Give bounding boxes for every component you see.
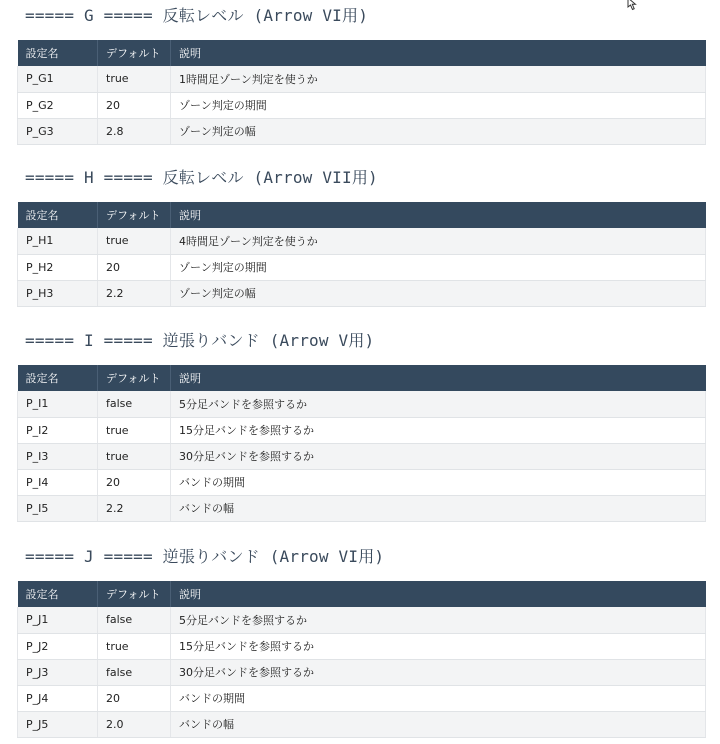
section-heading: ===== I ===== 逆張りバンド (Arrow V用) [25,331,375,350]
default-value-cell: 20 [98,92,171,118]
setting-name-cell: P_G3 [18,118,98,144]
table-row [18,685,706,711]
default-value-cell: false [98,607,171,633]
table-row [18,633,706,659]
settings-table [17,365,706,522]
table-row [18,417,706,443]
column-header-default: デフォルト [98,40,171,66]
setting-name-cell: P_J2 [18,633,98,659]
column-header-default: デフォルト [98,365,171,391]
default-value-cell: 2.2 [98,495,171,521]
default-value-cell: true [98,443,171,469]
description-cell: バンドの期間 [171,685,706,711]
default-value-cell: true [98,66,171,92]
table-row [18,254,706,280]
description-cell: 5分足バンドを参照するか [171,391,706,417]
settings-table [17,202,706,307]
default-value-cell: true [98,633,171,659]
table-row [18,469,706,495]
table-row [18,443,706,469]
description-cell: バンドの期間 [171,469,706,495]
section-i [17,329,705,522]
default-value-cell: true [98,417,171,443]
default-value-cell: 20 [98,469,171,495]
table-row [18,280,706,306]
description-cell: 15分足バンドを参照するか [171,417,706,443]
column-header-description: 説明 [179,209,201,222]
description-cell: 30分足バンドを参照するか [171,659,706,685]
column-header-description: 説明 [179,47,201,60]
description-cell: 1時間足ゾーン判定を使うか [171,66,706,92]
settings-table [17,40,706,145]
table-header-row [18,581,706,607]
table-row [18,391,706,417]
section-j [17,545,705,738]
setting-name-cell: P_G2 [18,92,98,118]
setting-name-cell: P_J4 [18,685,98,711]
description-cell: 5分足バンドを参照するか [171,607,706,633]
table-header-row [18,365,706,391]
description-cell: ゾーン判定の期間 [171,254,706,280]
section-g [17,4,705,145]
description-cell: ゾーン判定の期間 [171,92,706,118]
table-row [18,495,706,521]
column-header-name: 設定名 [18,365,98,391]
table-row [18,92,706,118]
section-heading: ===== G ===== 反転レベル (Arrow VI用) [25,6,369,25]
column-header-name: 設定名 [18,581,98,607]
default-value-cell: true [98,228,171,254]
setting-name-cell: P_I4 [18,469,98,495]
setting-name-cell: P_H1 [18,228,98,254]
description-cell: ゾーン判定の幅 [171,280,706,306]
description-cell: バンドの幅 [171,495,706,521]
setting-name-cell: P_H2 [18,254,98,280]
setting-name-cell: P_J3 [18,659,98,685]
table-header-row [18,202,706,228]
default-value-cell: 20 [98,685,171,711]
section-h [17,166,705,307]
setting-name-cell: P_G1 [18,66,98,92]
setting-name-cell: P_I5 [18,495,98,521]
description-cell: バンドの幅 [171,711,706,737]
default-value-cell: 2.8 [98,118,171,144]
settings-table [17,581,706,738]
table-row [18,228,706,254]
default-value-cell: 2.0 [98,711,171,737]
table-header-row [18,40,706,66]
setting-name-cell: P_J1 [18,607,98,633]
column-header-description: 説明 [179,588,201,601]
table-row [18,659,706,685]
section-heading: ===== H ===== 反転レベル (Arrow VII用) [25,168,378,187]
default-value-cell: 20 [98,254,171,280]
table-row [18,711,706,737]
column-header-name: 設定名 [18,40,98,66]
section-heading: ===== J ===== 逆張りバンド (Arrow VI用) [25,547,385,566]
column-header-description: 説明 [179,372,201,385]
description-cell: 30分足バンドを参照するか [171,443,706,469]
table-row [18,66,706,92]
table-row [18,118,706,144]
setting-name-cell: P_I2 [18,417,98,443]
setting-name-cell: P_H3 [18,280,98,306]
column-header-name: 設定名 [18,202,98,228]
default-value-cell: false [98,659,171,685]
setting-name-cell: P_J5 [18,711,98,737]
column-header-default: デフォルト [98,581,171,607]
description-cell: 4時間足ゾーン判定を使うか [171,228,706,254]
mouse-cursor-icon [626,0,640,12]
column-header-default: デフォルト [98,202,171,228]
description-cell: 15分足バンドを参照するか [171,633,706,659]
setting-name-cell: P_I1 [18,391,98,417]
setting-name-cell: P_I3 [18,443,98,469]
default-value-cell: 2.2 [98,280,171,306]
description-cell: ゾーン判定の幅 [171,118,706,144]
table-row [18,607,706,633]
default-value-cell: false [98,391,171,417]
